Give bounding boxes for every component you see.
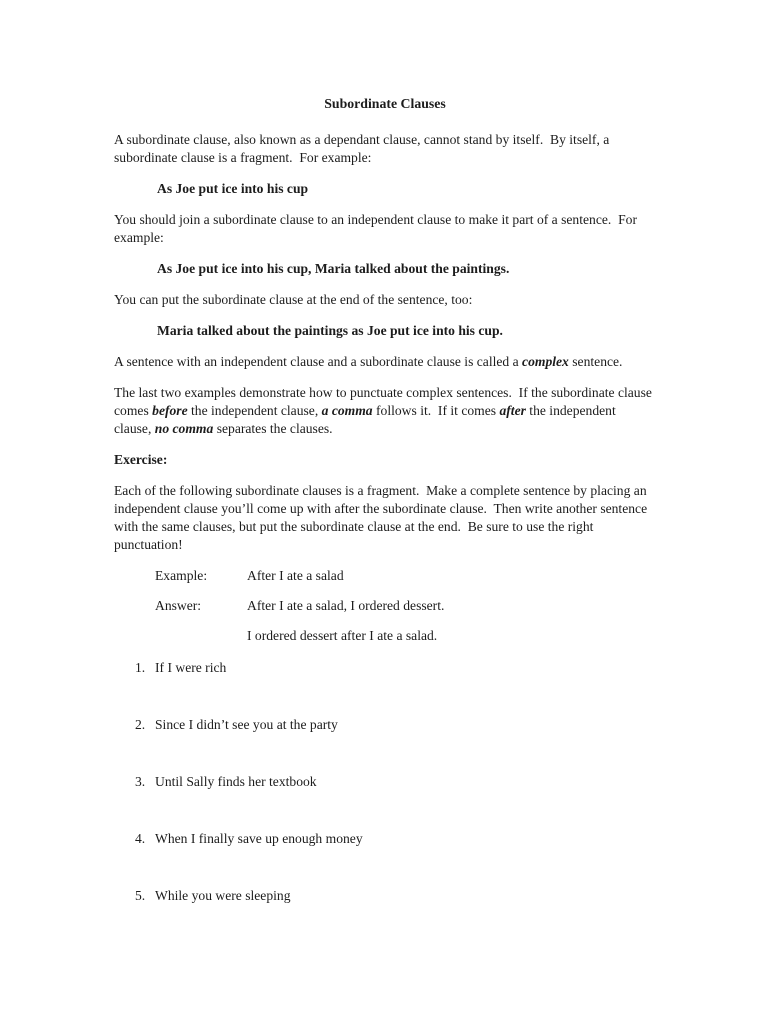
- exercise-item: [135, 887, 656, 905]
- clause-example-1: As Joe put ice into his cup: [157, 181, 309, 196]
- worked-example-label: Answer:: [155, 598, 202, 613]
- exercise-item-number: 2.: [135, 717, 146, 732]
- exercise-item-text: While you were sleeping: [155, 888, 291, 903]
- worked-example-text: I ordered dessert after I ate a salad.: [247, 628, 438, 643]
- intro-paragraph-1: A subordinate clause, also known as a dependant clause, cannot stand by itself. By itself, a subordinate clause is a fragment. For example:: [114, 132, 613, 165]
- exercise-item-number: 3.: [135, 774, 146, 789]
- clause-example-3: Maria talked about the paintings as Joe put ice into his cup.: [157, 323, 503, 338]
- worked-example-text: After I ate a salad: [247, 568, 344, 583]
- exercise-item: [135, 716, 656, 734]
- worked-example-row: [114, 627, 656, 645]
- exercise-item: [135, 659, 656, 677]
- worked-example-block: [114, 567, 656, 645]
- exercise-item: [135, 830, 656, 848]
- intro-paragraph-3: You can put the subordinate clause at the end of the sentence, too:: [114, 292, 473, 307]
- exercise-item: [135, 773, 656, 791]
- worked-example-row: [114, 567, 656, 585]
- exercise-item-text: Since I didn’t see you at the party: [155, 717, 338, 732]
- intro-paragraph-2: You should join a subordinate clause to an independent clause to make it part of a sentence. For example:: [114, 212, 641, 245]
- document-title: Subordinate Clauses: [324, 96, 446, 111]
- worked-example-label: [155, 627, 247, 645]
- intro-paragraph-5: The last two examples demonstrate how to punctuate complex sentences. If the subordinate clause comes before the independent clause, a comma follows it. If it comes after the independent clause, no comma separates the clauses.: [114, 385, 656, 436]
- exercise-item-number: 1.: [135, 660, 146, 675]
- worked-example-row: [114, 597, 656, 615]
- exercise-item-number: 5.: [135, 888, 146, 903]
- exercise-item-text: If I were rich: [155, 660, 227, 675]
- intro-paragraph-4: A sentence with an independent clause and a subordinate clause is called a complex sentence.: [114, 354, 623, 369]
- clause-example-2: As Joe put ice into his cup, Maria talked about the paintings.: [157, 261, 510, 276]
- worked-example-text: After I ate a salad, I ordered dessert.: [247, 598, 445, 613]
- exercise-heading: Exercise:: [114, 452, 168, 467]
- exercise-item-text: Until Sally finds her textbook: [155, 774, 317, 789]
- exercise-list: [114, 659, 656, 905]
- exercise-item-text: When I finally save up enough money: [155, 831, 363, 846]
- worked-example-label: Example:: [155, 568, 208, 583]
- exercise-instructions: Each of the following subordinate clauses is a fragment. Make a complete sentence by placing an independent clause you’ll come up with after the subordinate clause. Then write another sentence with the same clauses, but put the subordinate clause at the end. Be sure to use the right punctuation!: [114, 483, 651, 552]
- exercise-item-number: 4.: [135, 831, 146, 846]
